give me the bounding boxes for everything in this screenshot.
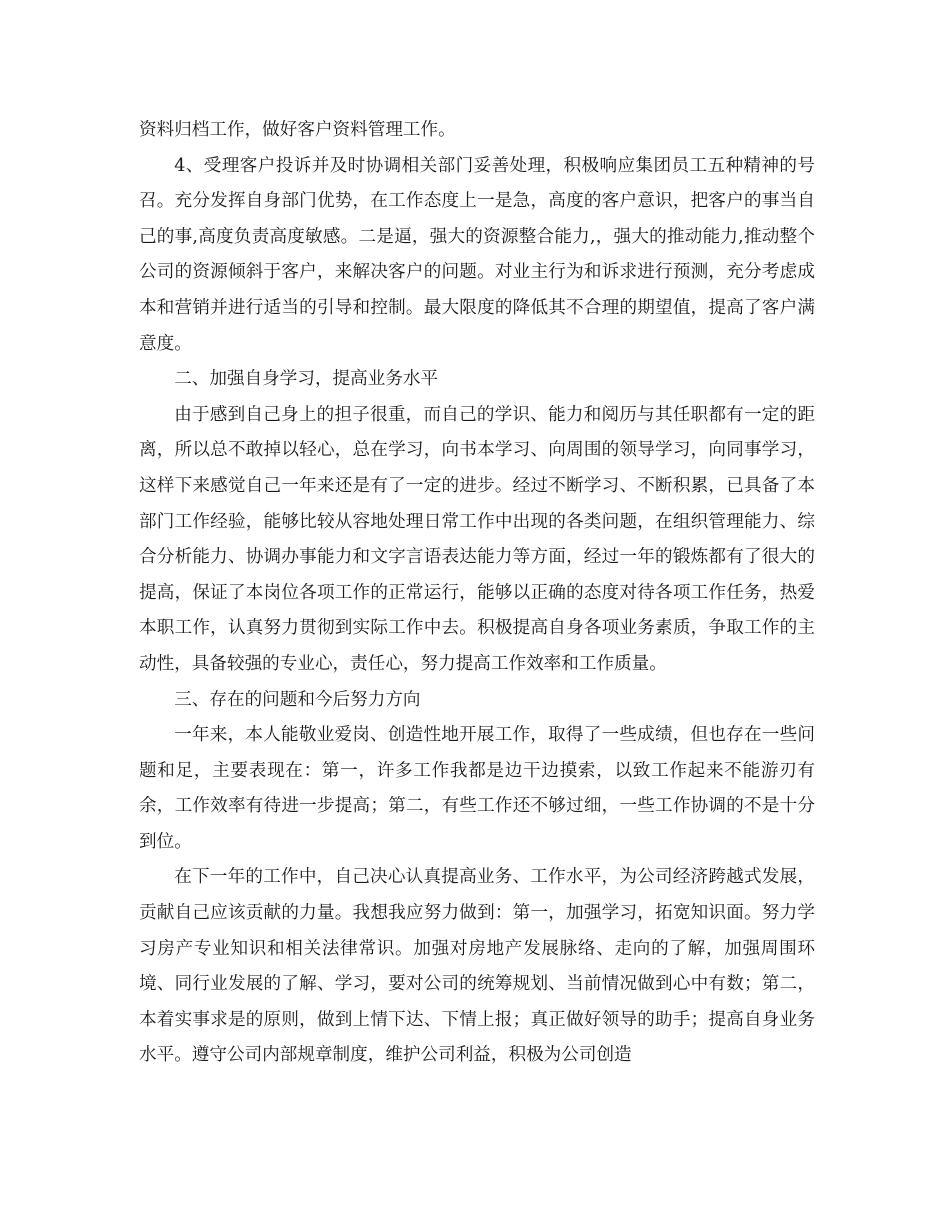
- paragraph-learning: 由于感到自己身上的担子很重，而自己的学识、能力和阅历与其任职都有一定的距离，所以总不敢掉以轻心，总在学习，向书本学习、向周围的领导学习，向同事学习，这样下来感觉自己一年来还是有了一定的进步。经过不断学习、不断积累，已具备了本部门工作经验，能够比较从容地处理日常工作中出现的各类问题，在组织管理能力、综合分析能力、协调办事能力和文字言语表达能力等方面，经过一年的锻炼都有了很大的提高，保证了本岗位各项工作的正常运行，能够以正确的态度对待各项工作任务，热爱本职工作，认真努力贯彻到实际工作中去。积极提高自身各项业务素质，争取工作的主动性，具备较强的专业心，责任心，努力提高工作效率和工作质量。: [139, 404, 815, 674]
- section-heading-learning: 二、加强自身学习，提高业务水平: [174, 369, 439, 390]
- paragraph-continuation: 资料归档工作，做好客户资料管理工作。: [139, 120, 456, 140]
- section-heading-problems: 三、存在的问题和今后努力方向: [174, 689, 421, 710]
- paragraph-complaint-handling: 4、受理客户投诉并及时协调相关部门妥善处理，积极响应集团员工五种精神的号召。充分发挥自身部门优势，在工作态度上一是急，高度的客户意识，把客户的事当自己的事,高度负责高度敏感。二是逼，强大的资源整合能力,，强大的推动能力,推动整个公司的资源倾斜于客户，来解决客户的问题。对业主行为和诉求进行预测，充分考虑成本和营销并进行适当的引导和控制。最大限度的降低其不合理的期望值，提高了客户满意度。: [139, 155, 815, 354]
- paragraph-next-year: 在下一年的工作中，自己决心认真提高业务、工作水平，为公司经济跨越式发展，贡献自己应该贡献的力量。我想我应努力做到：第一，加强学习，拓宽知识面。努力学习房产专业知识和相关法律常识。加强对房地产发展脉络、走向的了解，加强周围环境、同行业发展的了解、学习，要对公司的统筹规划、当前情况做到心中有数；第二，本着实事求是的原则，做到上情下达、下情上报；真正做好领导的助手；提高自身业务水平。遵守公司内部规章制度，维护公司利益，积极为公司创造: [139, 867, 815, 1066]
- paragraph-problems: 一年来，本人能敬业爱岗、创造性地开展工作，取得了一些成绩，但也存在一些问题和足，主要表现在：第一，许多工作我都是边干边摸索，以致工作起来不能游刃有余，工作效率有待进一步提高；第二，有些工作还不够过细，一些工作协调的不是十分到位。: [139, 725, 815, 852]
- document-body: [139, 113, 815, 1074]
